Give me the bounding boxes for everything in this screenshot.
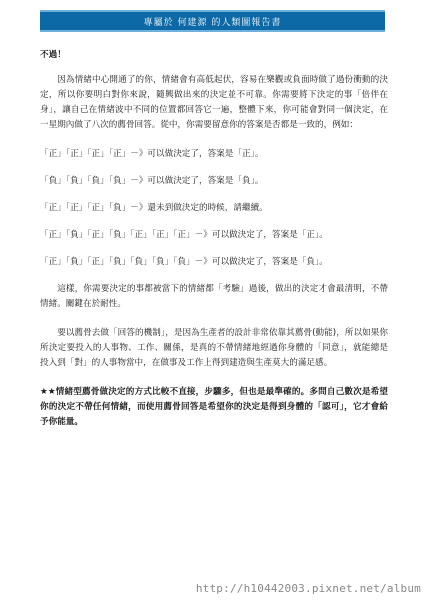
paragraph-sacral-mechanism: 要以薦骨去做「回答的機制」，是因為生產者的設計非常依靠其薦骨(動能)，所以如果你所決定要投入的人事物、工作、關係，是真的不帶情緒地經過你身體的「同意」，就能總是投入到「對」的人事物當中，在做事及工作上得到建造與生產莫大的滿足感。 (40, 328, 388, 368)
report-title: 專屬於 何建源 的人類圖報告書 (143, 17, 282, 28)
paragraph-intro: 因為情緒中心開通了的你，情緒會有高低起伏，容易在樂觀或負面時做了過份衝動的決定，所以你要明白對你來說，隨興做出來的決定並不可靠。你需要將下決定的事「倍伴在身」，讓自己在情緒波中不同的位置都回答它一遍，整體下來，你可能會對同一個決定，在一星期內做了八次的薦骨回答。從中，你需要留意你的答案是否都是一致的，例如： (40, 75, 388, 130)
paragraph-patience: 這樣，你需要決定的事都被當下的情緒都「考驗」過後，做出的決定才會最清明，不帶情緒。關鍵在於耐性。 (40, 284, 388, 309)
example-item: 「正」「負」「正」「負」「負」「負」「負」－》可以做決定了，答案是「負」。 (40, 257, 328, 267)
report-body (40, 48, 388, 430)
report-header-bar (40, 10, 385, 32)
example-item: 「正」「正」「正」「負」－》還未到做決定的時候，請繼續。 (40, 203, 268, 213)
watermark-url: http://h10442003.pixnet.net/album (195, 582, 421, 595)
section-heading: 不過！ (40, 50, 66, 60)
example-list (40, 147, 388, 270)
example-item: 「正」「負」「正」「負」「正」「正」「正」－》可以做決定了，答案是「正」。 (40, 230, 328, 240)
example-item: 「負」「負」「負」「負」－》可以做決定了，答案是「負」。 (40, 176, 264, 186)
example-item: 「正」「正」「正」「正」－》可以做決定了，答案是「正」。 (40, 149, 264, 159)
star-note: ★★情緒型薦骨做決定的方式比較不直接，步驟多，但也是最準確的。多問自己數次是希望你的決定不帶任何情緒，而使用薦骨回答是希望你的決定是得到身體的「認可」，它才會給予你能量。 (40, 387, 388, 427)
